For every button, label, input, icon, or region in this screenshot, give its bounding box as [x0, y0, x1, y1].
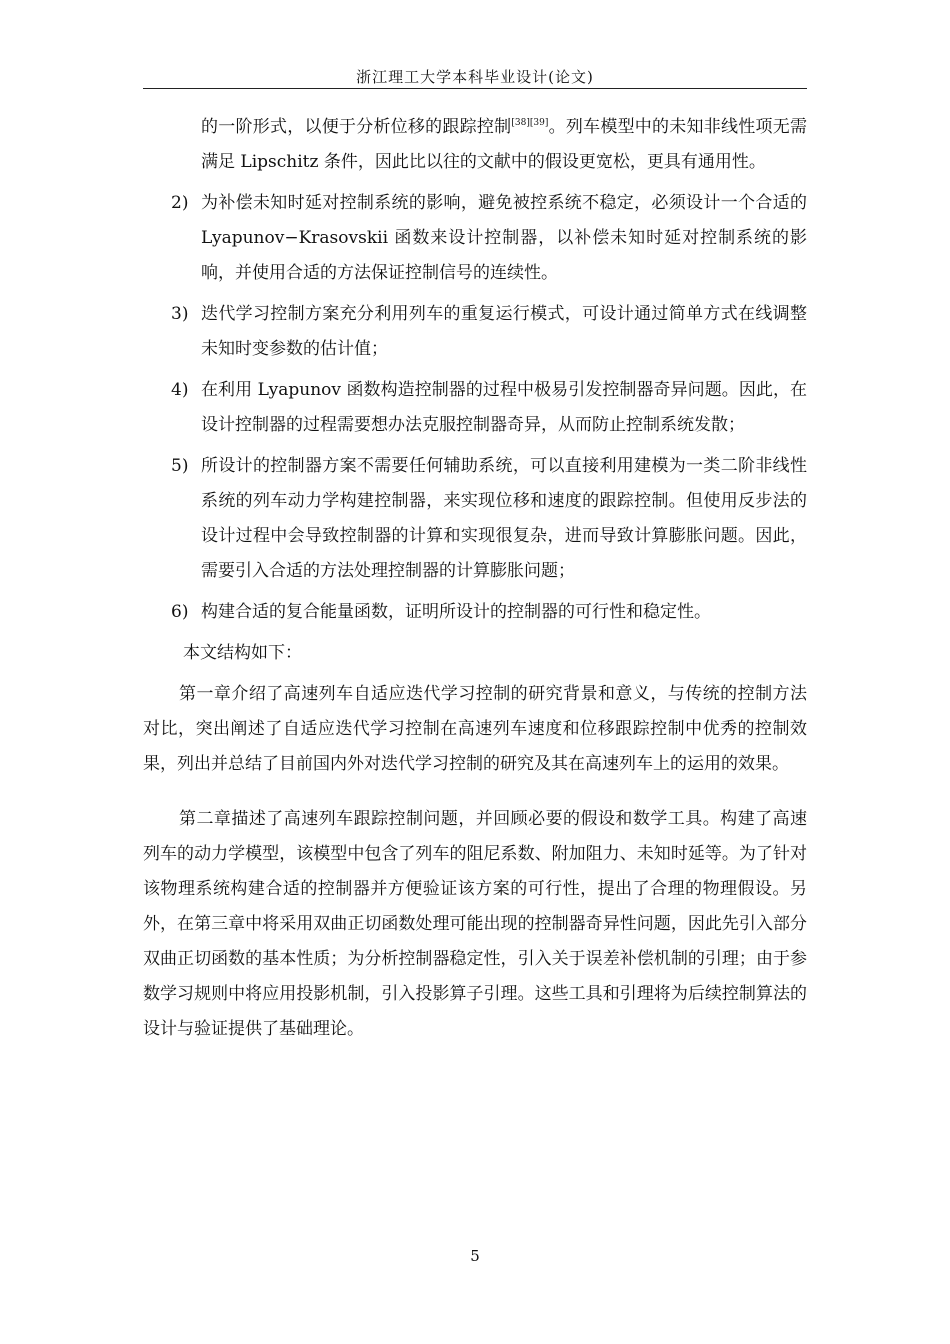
- list-item: [143, 595, 807, 630]
- list-item: [143, 297, 807, 367]
- page-body: [143, 110, 807, 1047]
- header-rule: [143, 88, 807, 89]
- chapter-2-summary: 第二章描述了高速列车跟踪控制问题，并回顾必要的假设和数学工具。构建了高速列车的动力学模型，该模型中包含了列车的阻尼系数、附加阻力、未知时延等。为了针对该物理系统构建合适的控制器并方便验证该方案的可行性，提出了合理的物理假设。另外，在第三章中将采用双曲正切函数处理可能出现的控制器奇异性问题，因此先引入部分双曲正切函数的基本性质；为分析控制器稳定性，引入关于误差补偿机制的引理；由于参数学习规则中将应用投影机制，引入投影算子引理。这些工具和引理将为后续控制算法的设计与验证提供了基础理论。: [143, 809, 807, 1039]
- continuation-text-2: 。列车模型中的未知非线性项无需满足 Lipschitz 条件，因此比以往的文献中的假设更宽松，更具有通用性。: [201, 117, 808, 172]
- list-item-number: 2): [171, 193, 189, 213]
- list-item-number: 6): [171, 602, 189, 622]
- list-item-number: 3): [171, 304, 189, 324]
- chapter-1-summary: 第一章介绍了高速列车自适应迭代学习控制的研究背景和意义，与传统的控制方法对比，突出阐述了自适应迭代学习控制在高速列车速度和位移跟踪控制中优秀的控制效果，列出并总结了目前国内外对迭代学习控制的研究及其在高速列车上的运用的效果。: [143, 684, 807, 774]
- list-item-number: 4): [171, 380, 189, 400]
- citation-ref: [38][39]: [511, 118, 549, 128]
- list-item-text: 在利用 Lyapunov 函数构造控制器的过程中极易引发控制器奇异问题。因此，在设计控制器的过程需要想办法克服控制器奇异，从而防止控制系统发散；: [201, 380, 807, 435]
- page-header-title: 浙江理工大学本科毕业设计(论文): [356, 68, 594, 86]
- structure-intro: 本文结构如下：: [183, 643, 302, 663]
- list-item: [143, 186, 807, 291]
- list-item: [143, 373, 807, 443]
- page-number: 5: [470, 1247, 480, 1265]
- list-item-text: 构建合适的复合能量函数，证明所设计的控制器的可行性和稳定性。: [201, 602, 711, 622]
- list-item-text: 迭代学习控制方案充分利用列车的重复运行模式，可设计通过简单方式在线调整未知时变参数的估计值；: [201, 304, 807, 359]
- list-item: [143, 449, 807, 589]
- continuation-text-1: 的一阶形式，以便于分析位移的跟踪控制: [201, 117, 512, 137]
- list-item-text: 所设计的控制器方案不需要任何辅助系统，可以直接利用建模为一类二阶非线性系统的列车动力学构建控制器，来实现位移和速度的跟踪控制。但使用反步法的设计过程中会导致控制器的计算和实现很复杂，进而导致计算膨胀问题。因此，需要引入合适的方法处理控制器的计算膨胀问题；: [201, 456, 807, 581]
- list-item-text: 为补偿未知时延对控制系统的影响，避免被控系统不稳定，必须设计一个合适的 Lyapunov−Krasovskii 函数来设计控制器，以补偿未知时延对控制系统的影响，并使用合适的方法保证控制信号的连续性。: [201, 193, 807, 283]
- list-item-number: 5): [171, 456, 189, 476]
- continuation-paragraph: [201, 110, 807, 180]
